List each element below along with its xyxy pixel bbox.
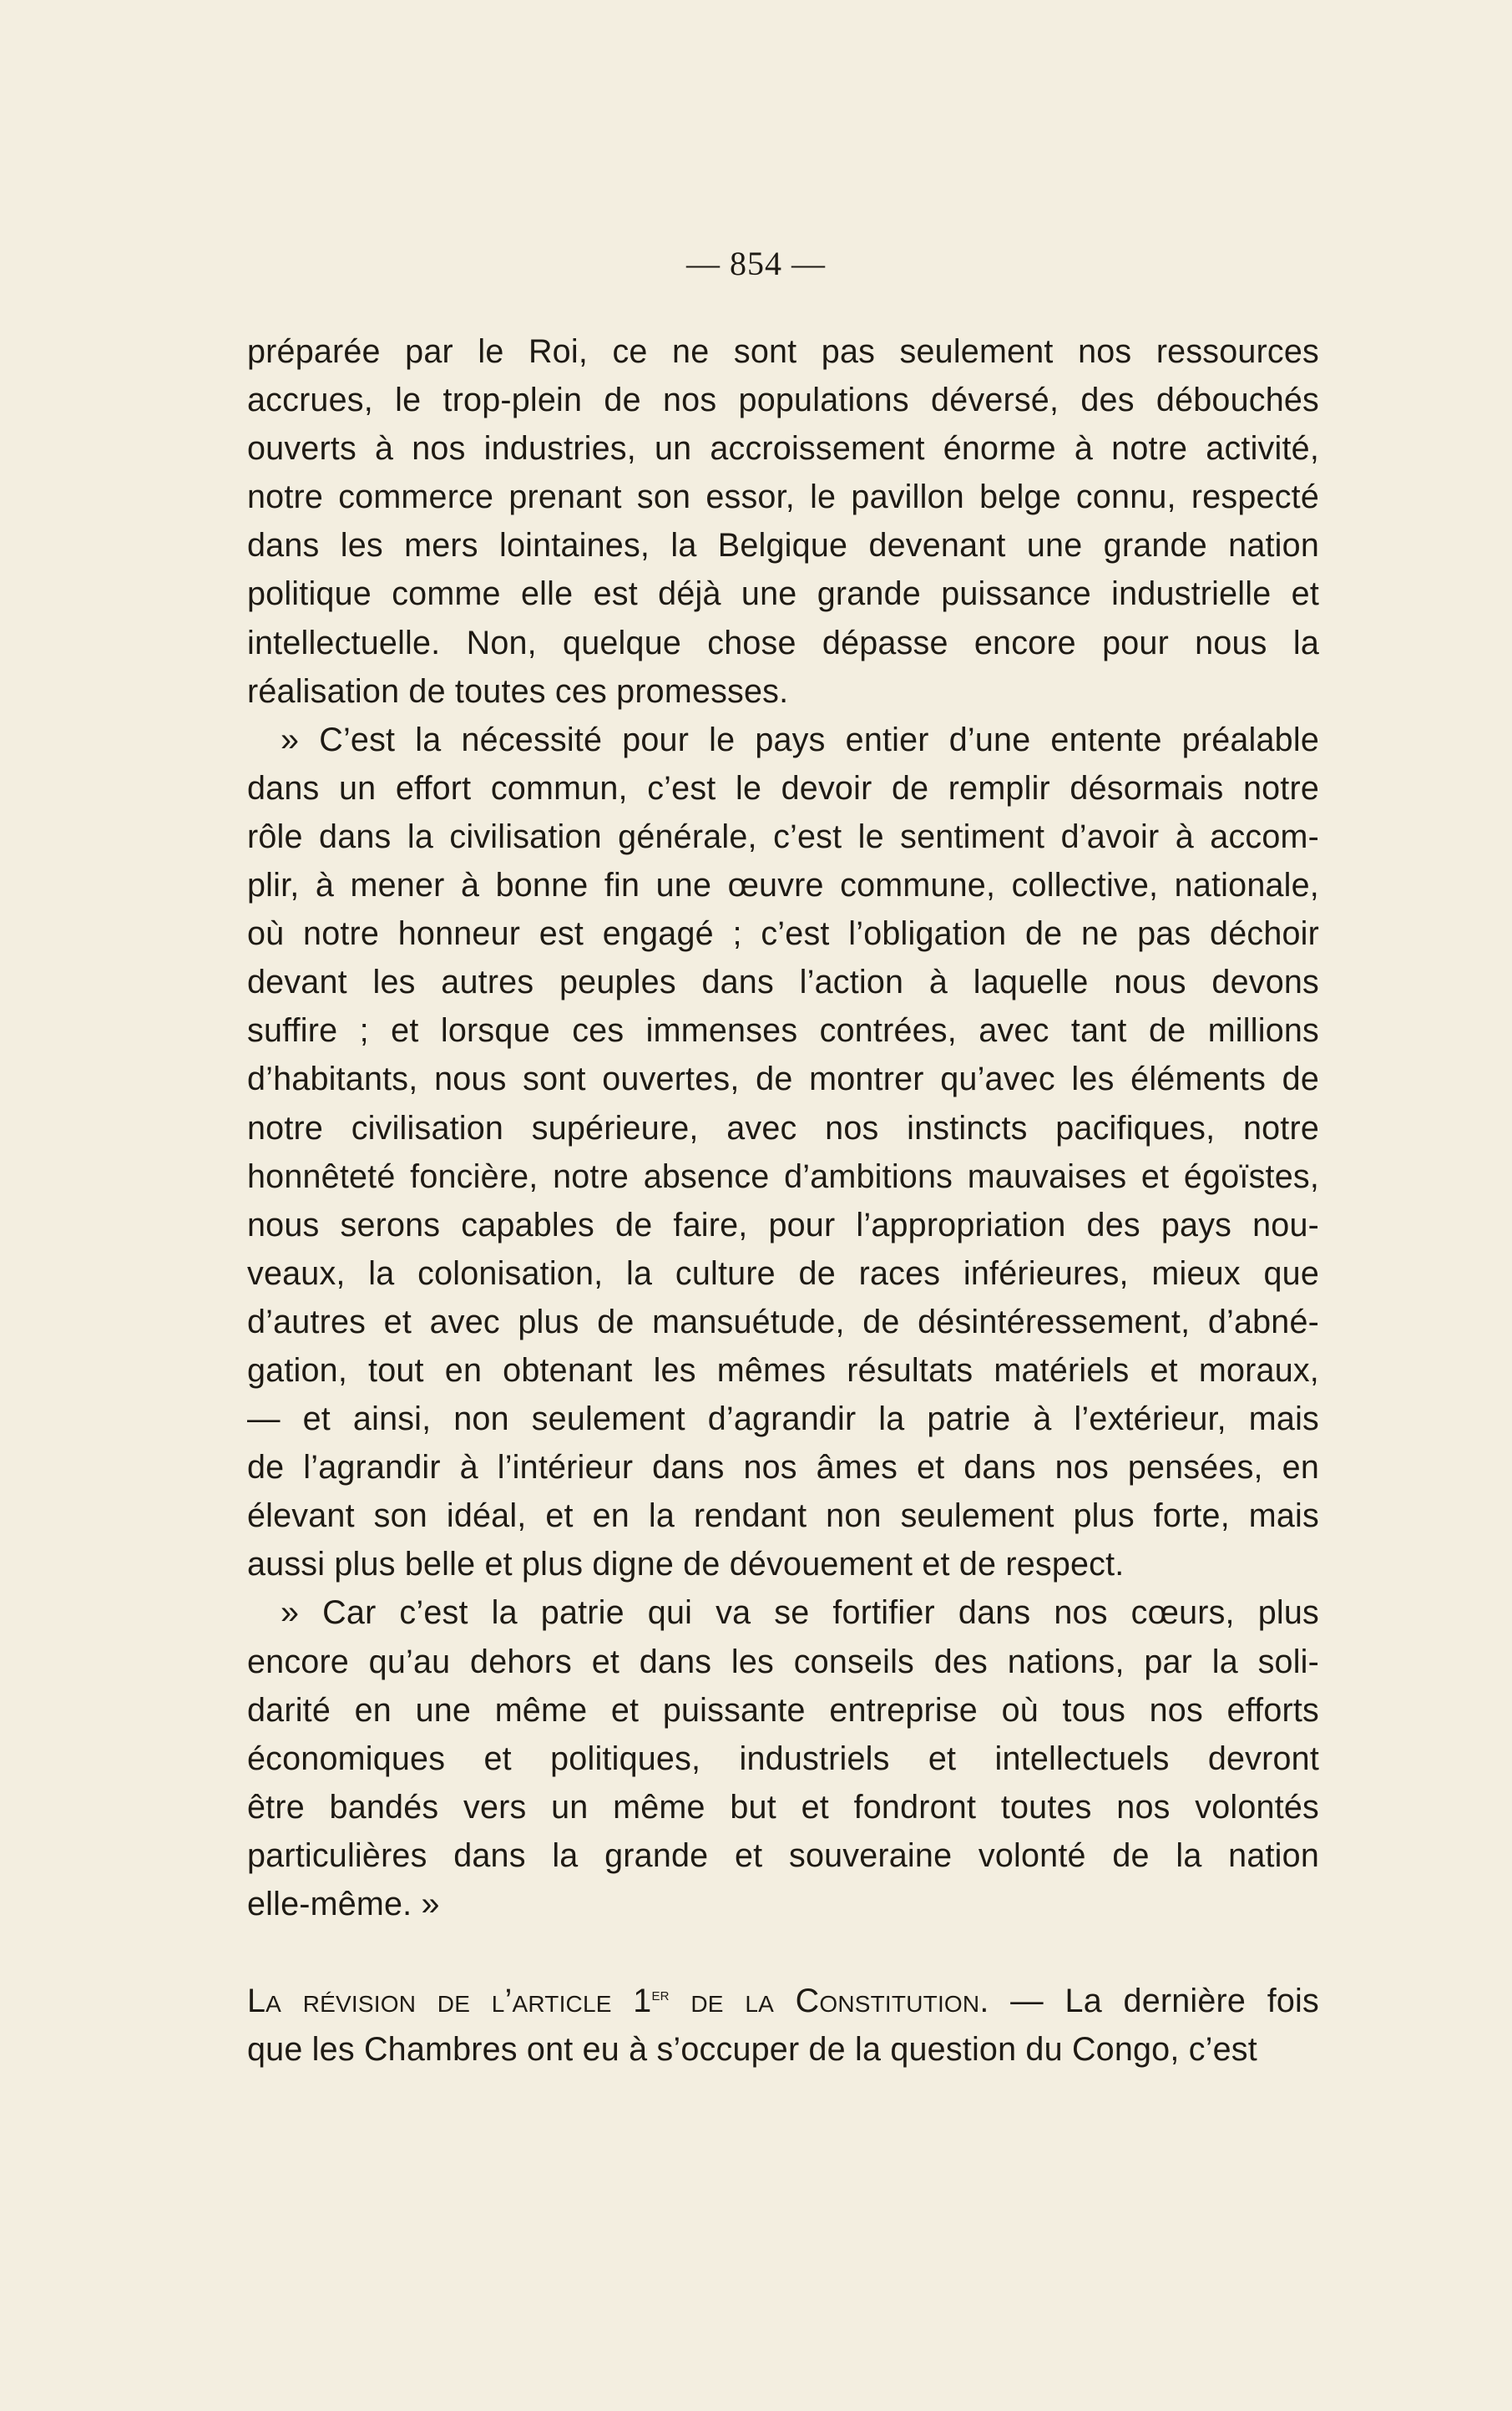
text-line: que les Chambres ont eu à s’occuper de la question du Congo, c’est (247, 2031, 1257, 2069)
text-line: d’habitants, nous sont ouvertes, de montrer qu’avec les éléments de (247, 1061, 1319, 1098)
text-line: veaux, la colonisation, la culture de races inférieures, mieux que (247, 1254, 1319, 1292)
section-heading-sup: er (651, 1983, 670, 2004)
text-line: suffire ; et lorsque ces immenses contrées, avec tant de millions (247, 1012, 1319, 1050)
text-line: elle-même. » (247, 1886, 440, 1922)
text-line: ouverts à nos industries, un accroissement énorme à notre activité, (247, 430, 1319, 468)
text-line: encore qu’au dehors et dans les conseils des nations, par la soli- (247, 1643, 1319, 1680)
text-line: de l’agrandir à l’intérieur dans nos âmes et dans nos pensées, en (247, 1449, 1319, 1487)
section-text (247, 1977, 1319, 2074)
text-line: dans un effort commun, c’est le devoir de remplir désormais notre (247, 769, 1319, 807)
body-text (247, 327, 1319, 1928)
text-line: honnêteté foncière, notre absence d’ambitions mauvaises et égoïstes, (247, 1157, 1319, 1195)
text-line: d’autres et avec plus de mansuétude, de désintéressement, d’abné- (247, 1303, 1319, 1340)
text-line: élevant son idéal, et en la rendant non seulement plus forte, mais (247, 1497, 1319, 1535)
text-line: rôle dans la civilisation générale, c’est le sentiment d’avoir à accom- (247, 818, 1319, 855)
text-line: particulières dans la grande et souveraine volonté de la nation (247, 1836, 1319, 1874)
text-line: » Car c’est la patrie qui va se fortifier dans nos cœurs, plus (281, 1594, 1319, 1632)
section-first-line (247, 1977, 1319, 2025)
text-line: où notre honneur est engagé ; c’est l’obligation de ne pas déchoir (247, 915, 1319, 953)
section-heading-text: de la Constitution. (669, 1983, 989, 2019)
page-number: — 854 — (686, 245, 826, 282)
text-line: réalisation de toutes ces promesses. (247, 672, 789, 710)
text-line: — et ainsi, non seulement d’agrandir la patrie à l’extérieur, mais (247, 1401, 1319, 1438)
text-line: nous serons capables de faire, pour l’appropriation des pays nou- (247, 1206, 1319, 1243)
text-line: aussi plus belle et plus digne de dévouement et de respect. (247, 1546, 1125, 1583)
text-line: notre commerce prenant son essor, le pavillon belge connu, respecté (247, 479, 1319, 516)
text-line: plir, à mener à bonne fin une œuvre commune, collective, nationale, (247, 867, 1319, 904)
text-line: intellectuelle. Non, quelque chose dépasse encore pour nous la (247, 624, 1319, 661)
text-line: politique comme elle est déjà une grande puissance industrielle et (247, 575, 1319, 613)
text-line: dans les mers lointaines, la Belgique devenant une grande nation (247, 527, 1319, 565)
section-heading-text: La révision de l’article 1 (247, 1983, 652, 2019)
text-line: être bandés vers un même but et fondront toutes nos volontés (247, 1788, 1319, 1826)
text-line: devant les autres peuples dans l’action à laquelle nous devons (247, 964, 1319, 1001)
section-heading (247, 1983, 989, 2019)
text-line: gation, tout en obtenant les mêmes résultats matériels et moraux, (247, 1351, 1319, 1389)
text-line: darité en une même et puissante entreprise où tous nos efforts (247, 1691, 1319, 1729)
text-line: préparée par le Roi, ce ne sont pas seulement nos ressources (247, 333, 1319, 370)
text-line: » C’est la nécessité pour le pays entier d’une entente préalable (281, 721, 1319, 758)
section-line-text: — La dernière fois (989, 1983, 1319, 2019)
text-line: notre civilisation supérieure, avec nos instincts pacifiques, notre (247, 1109, 1319, 1147)
text-line: accrues, le trop-plein de nos populations déversé, des débouchés (247, 382, 1319, 419)
text-line: économiques et politiques, industriels et intellectuels devront (247, 1740, 1319, 1777)
